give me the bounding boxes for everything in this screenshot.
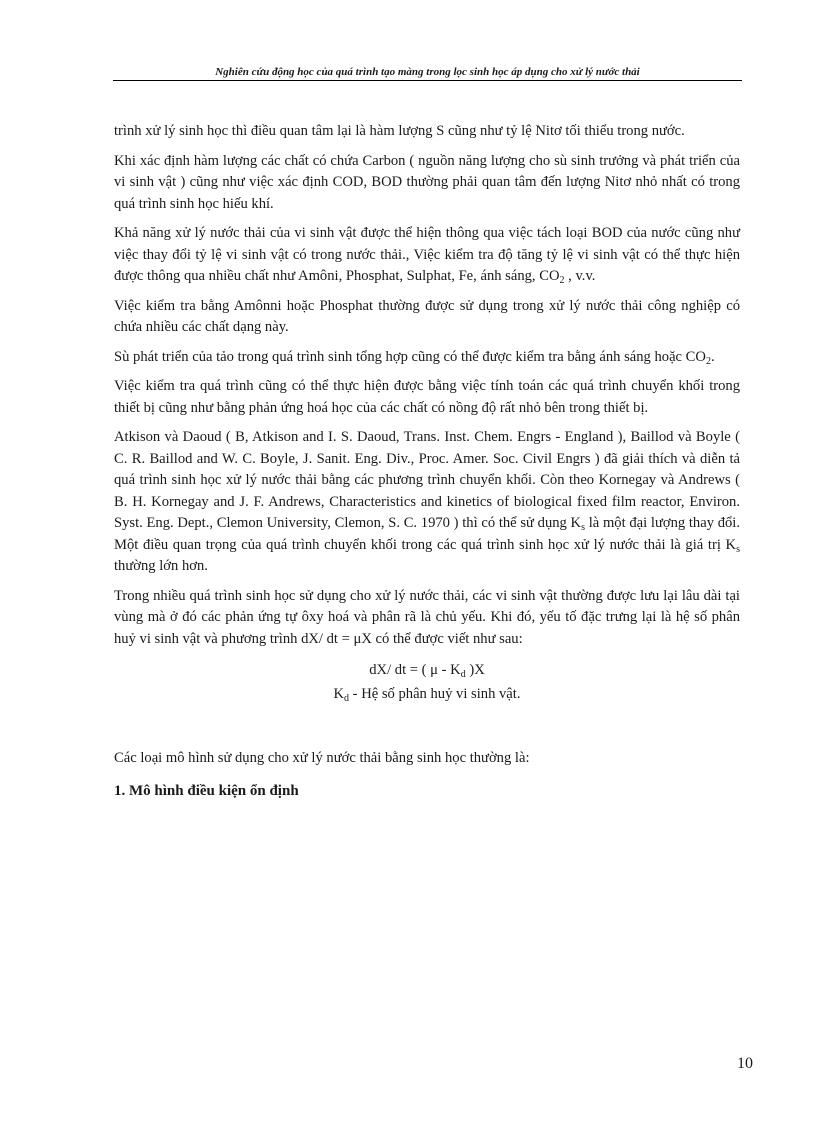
paragraph-3 (114, 223, 740, 288)
ks-subscript: s (736, 543, 740, 555)
kd-subscript: d (344, 693, 350, 704)
paragraph-7-text-c: thường lớn hơn. (114, 558, 208, 574)
ks-subscript: s (581, 522, 585, 533)
formula-definition-text: - Hệ số phân huỷ vi sinh vật. (349, 686, 521, 702)
section-heading: 1. Mô hình điều kiện ổn định (114, 782, 299, 799)
paragraph-5-text: Sù phát triển của tảo trong quá trình sinh tổng hợp cũng có thể được kiểm tra bằng ánh sáng hoặc CO (114, 348, 706, 365)
paragraph-4: Việc kiểm tra bằng Amônni hoặc Phosphat thường được sử dụng trong xử lý nước thải công nghiệp có chứa nhiều các chất dạng này. (114, 297, 740, 335)
kd-subscript: d (460, 669, 466, 680)
co2-subscript: 2 (559, 275, 565, 286)
paragraph-9: Các loại mô hình sử dụng cho xử lý nước thải bằng sinh học thường là: (114, 750, 530, 766)
paragraph-8: Trong nhiều quá trình sinh học sử dụng cho xử lý nước thải, các vi sinh vật thường được lưu lại lâu dài tại vùng mà ở đó các phản ứng tự ôxy hoá và phân rã là chủ yếu. Khi đó, yếu tố đặc trưng lại là hệ số phân huỷ vi sinh vật và phương trình dX/ dt = μX có thể được viết như sau: (114, 587, 740, 647)
paragraph-7 (114, 427, 740, 578)
formula-definition-symbol: K (333, 686, 345, 702)
formula-block (114, 658, 740, 706)
paragraph-5-tail: . (710, 348, 715, 365)
paragraph-7-text-b: là một đại lượng thay đổi. Một điều quan trọng của quá trình chuyển khối trong các quá trình sinh học xử lý nước thải là giá trị K (114, 515, 740, 553)
paragraph-6: Việc kiểm tra quá trình cũng có thể thực hiện được bằng việc tính toán các quá trình chuyển khối trong thiết bị cũng như bằng phản ứng hoá học của các chất có nồng độ rất nhỏ bên trong thiết bị. (114, 378, 740, 416)
paragraph-5 (114, 347, 740, 369)
formula-definition (114, 682, 740, 706)
co2-subscript: 2 (705, 355, 711, 367)
paragraph-3-text: Khả năng xử lý nước thải của vi sinh vật được thể hiện thông qua việc tách loại BOD của nước cũng như việc thay đổi tỷ lệ vi sinh vật có trong nước thải., Việc kiểm tra độ tăng tỷ lệ vi sinh vật có thể thực hiện được thông qua nhiều chất như Amôni, Phosphat, Sulphat, Fe, ánh sáng, CO (114, 225, 740, 284)
formula-equation (114, 658, 740, 682)
page-header (113, 66, 742, 81)
paragraph-7-text-a: Atkison và Daoud ( B, Atkison and I. S. Daoud, Trans. Inst. Chem. Engrs - England ), Baillod và Boyle ( C. R. Baillod and W. C. Boyle, J. Sanit. Eng. Div., Proc. Amer. Soc. Civil Engrs ) đã giải thích và diễn tả quá trình sinh học xử lý nước thải bằng các phương trình chuyển khối. Còn theo Kornegay và Andrews ( B. H. Kornegay and J. F. Andrews, Characteristics and kinetics of biological fixed film reactor, Environ. Syst. Eng. Dept., Clemon University, Clemon, S. C. 1970 ) thì có thể sử dụng K (114, 429, 740, 531)
paragraph-1: trình xử lý sinh học thì điều quan tâm lại là hàm lượng S cũng như tỷ lệ Nitơ tối thiểu trong nước. (114, 123, 685, 139)
paragraph-3-tail: , v.v. (564, 268, 596, 284)
page-number: 10 (737, 1055, 753, 1072)
paragraph-2: Khi xác định hàm lượng các chất có chứa Carbon ( nguồn năng lượng cho sù sinh trưởng và phát triển của vi sinh vật ) cũng như việc xác định COD, BOD thường phải quan tâm đến lượng Nitơ nhỏ nhất có trong quá trình sinh học hiếu khí. (114, 152, 740, 212)
page-body (114, 121, 740, 802)
header-title: Nghiên cứu động học của quá trình tạo màng trong lọc sinh học áp dụng cho xử lý nước thải (215, 66, 640, 78)
formula-equation-right: )X (465, 662, 485, 678)
formula-equation-left: dX/ dt = ( μ - K (369, 662, 461, 678)
